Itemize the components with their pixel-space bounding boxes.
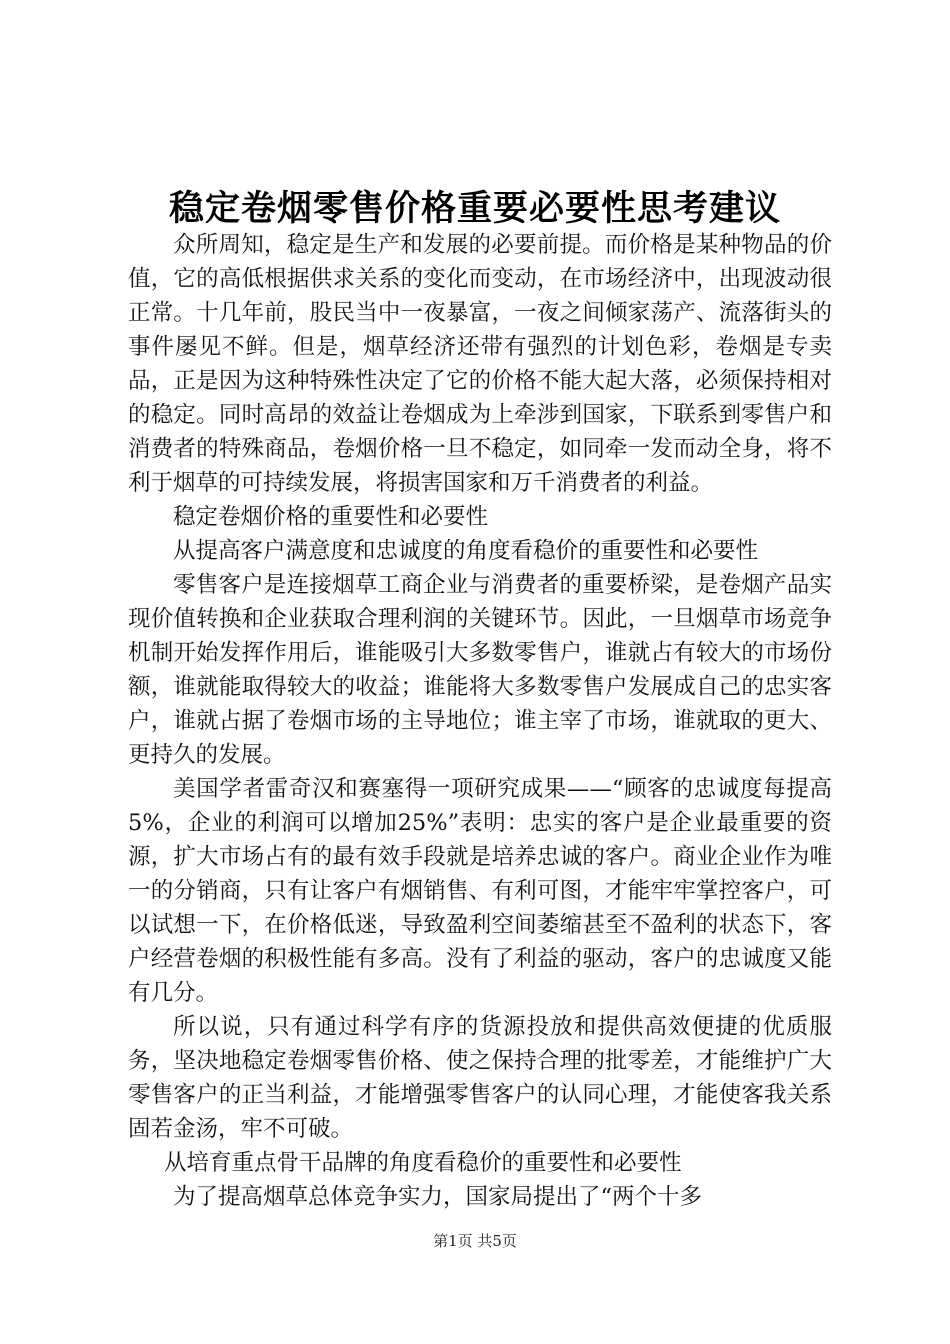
paragraph-research-findings: 美国学者雷奇汉和赛塞得一项研究成果——“顾客的忠诚度每提高5%，企业的利润可以增加25%”表明：忠实的客户是企业最重要的资源，扩大市场占有的最有效手段就是培养忠诚的客户。商业企业作为唯一的分销商，只有让客户有烟销售、有利可图，才能牢牢掌控客户，可以试想一下，在价格低迷，导致盈利空间萎缩甚至不盈利的状态下，客户经营卷烟的积极性能有多高。没有了利益的驱动，客户的忠诚度又能有几分。 [128,776,832,1006]
section-heading-importance: 稳定卷烟价格的重要性和必要性 [173,504,489,530]
paragraph-retail-customers: 零售客户是连接烟草工商企业与消费者的重要桥梁，是卷烟产品实现价值转换和企业获取合理利润的关键环节。因此，一旦烟草市场竞争机制开始发挥作用后，谁能吸引大多数零售户，谁就占有较大的市场份额，谁就能取得较大的收益；谁能将大多数零售户发展成自己的忠实客户，谁就占据了卷烟市场的主导地位；谁主宰了市场，谁就取的更大、更持久的发展。 [128,572,832,768]
page-number-footer: 第1页 共5页 [433,1232,517,1250]
paragraph-national-bureau: 为了提高烟草总体竞争实力，国家局提出了“两个十多 [173,1184,703,1210]
paragraph-conclusion: 所以说，只有通过科学有序的货源投放和提供高效便捷的优质服务，坚决地稳定卷烟零售价格、使之保持合理的批零差，才能维护广大零售客户的正当利益，才能增强零售客户的认同心理，才能使客我关系固若金汤，牢不可破。 [128,1014,832,1142]
subsection-heading-customer-loyalty: 从提高客户满意度和忠诚度的角度看稳价的重要性和必要性 [173,538,759,564]
paragraph-intro: 众所周知，稳定是生产和发展的必要前提。而价格是某种物品的价值，它的高低根据供求关系的变化而变动，在市场经济中，出现波动很正常。十几年前，股民当中一夜暴富，一夜之间倾家荡产、流落街头的事件屡见不鲜。但是，烟草经济还带有强烈的计划色彩，卷烟是专卖品，正是因为这种特殊性决定了它的价格不能大起大落，必须保持相对的稳定。同时高昂的效益让卷烟成为上牵涉到国家，下联系到零售户和消费者的特殊商品，卷烟价格一旦不稳定，如同牵一发而动全身，将不利于烟草的可持续发展，将损害国家和万千消费者的利益。 [128,232,832,496]
document-title: 稳定卷烟零售价格重要必要性思考建议 [168,188,781,229]
subsection-heading-key-brands: 从培育重点骨干品牌的角度看稳价的重要性和必要性 [164,1150,682,1176]
document-body [128,228,832,1214]
